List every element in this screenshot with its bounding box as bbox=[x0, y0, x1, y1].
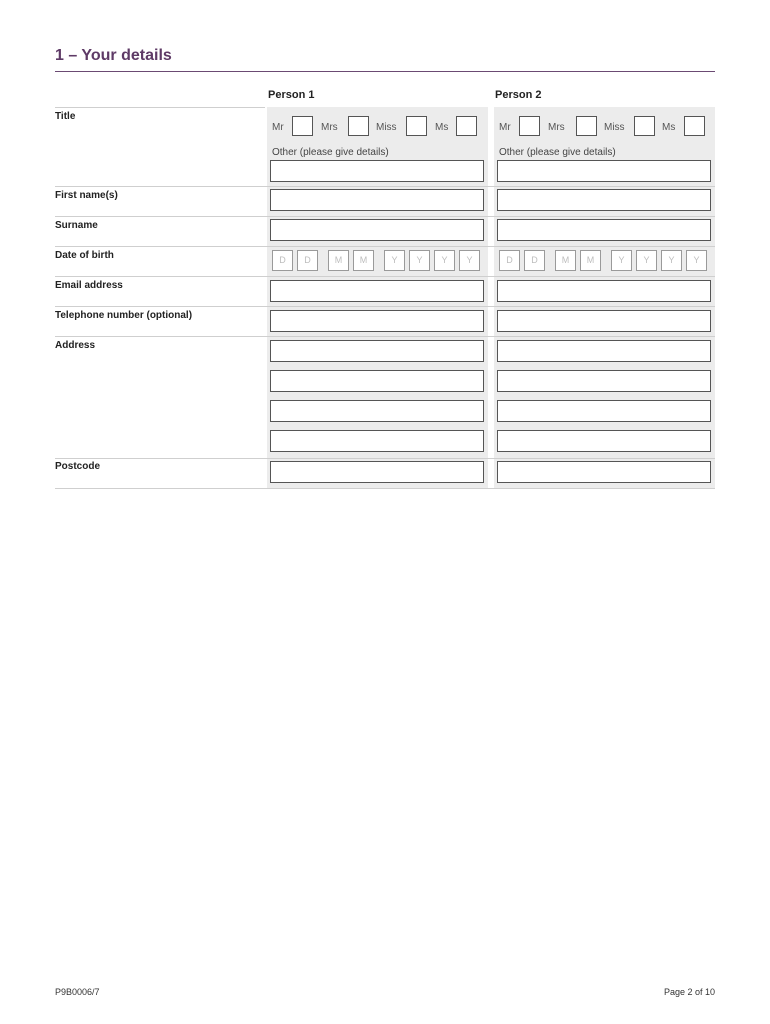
p1-title-ms-checkbox[interactable] bbox=[456, 116, 477, 136]
label-date-of-birth: Date of birth bbox=[55, 250, 114, 261]
label-surname: Surname bbox=[55, 220, 98, 231]
p2-dob-year-1[interactable]: Y bbox=[611, 250, 632, 271]
label-first-name: First name(s) bbox=[55, 190, 118, 201]
p2-address-line-1[interactable] bbox=[497, 340, 711, 362]
p2-surname-input[interactable] bbox=[497, 219, 711, 241]
section-title: 1 – Your details bbox=[55, 47, 172, 64]
label-address: Address bbox=[55, 340, 96, 351]
p1-address-line-1[interactable] bbox=[270, 340, 484, 362]
p1-dob-month-2[interactable]: M bbox=[353, 250, 374, 271]
p1-title-miss-checkbox[interactable] bbox=[406, 116, 427, 136]
p1-title-mr-checkbox[interactable] bbox=[292, 116, 313, 136]
page-number: Page 2 of 10 bbox=[663, 987, 715, 997]
p2-title-miss-label: Miss bbox=[604, 122, 625, 133]
p1-email-input[interactable] bbox=[270, 280, 484, 302]
p2-address-line-3[interactable] bbox=[497, 400, 711, 422]
p2-dob-year-4[interactable]: Y bbox=[686, 250, 707, 271]
p1-dob-year-2[interactable]: Y bbox=[409, 250, 430, 271]
p1-dob-month-1[interactable]: M bbox=[328, 250, 349, 271]
row-separator bbox=[55, 216, 715, 217]
p1-title-mrs-label: Mrs bbox=[321, 122, 338, 133]
p2-postcode-input[interactable] bbox=[497, 461, 711, 483]
p1-first-name-input[interactable] bbox=[270, 189, 484, 211]
label-telephone: Telephone number (optional) bbox=[55, 310, 193, 321]
p2-first-name-input[interactable] bbox=[497, 189, 711, 211]
p2-title-ms-label: Ms bbox=[662, 122, 676, 133]
p2-dob-day-2[interactable]: D bbox=[524, 250, 545, 271]
row-separator bbox=[55, 488, 715, 489]
person-2-header: Person 2 bbox=[495, 89, 542, 101]
row-separator bbox=[55, 246, 715, 247]
p2-dob-day-1[interactable]: D bbox=[499, 250, 520, 271]
p1-dob-year-4[interactable]: Y bbox=[459, 250, 480, 271]
p2-address-line-4[interactable] bbox=[497, 430, 711, 452]
p1-postcode-input[interactable] bbox=[270, 461, 484, 483]
p1-dob-day-2[interactable]: D bbox=[297, 250, 318, 271]
p1-other-label: Other (please give details) bbox=[272, 147, 389, 158]
row-separator bbox=[55, 336, 715, 337]
p2-title-miss-checkbox[interactable] bbox=[634, 116, 655, 136]
label-email: Email address bbox=[55, 280, 123, 291]
p2-other-field[interactable] bbox=[497, 160, 711, 182]
p2-title-mrs-checkbox[interactable] bbox=[576, 116, 597, 136]
p1-dob-year-3[interactable]: Y bbox=[434, 250, 455, 271]
p1-address-line-3[interactable] bbox=[270, 400, 484, 422]
p1-address-line-2[interactable] bbox=[270, 370, 484, 392]
p1-other-field[interactable] bbox=[270, 160, 484, 182]
p1-surname-input[interactable] bbox=[270, 219, 484, 241]
p2-address-line-2[interactable] bbox=[497, 370, 711, 392]
p2-title-mr-label: Mr bbox=[499, 122, 511, 133]
label-postcode: Postcode bbox=[55, 461, 101, 472]
p2-dob-year-2[interactable]: Y bbox=[636, 250, 657, 271]
p2-dob-month-2[interactable]: M bbox=[580, 250, 601, 271]
p1-dob-year-1[interactable]: Y bbox=[384, 250, 405, 271]
row-separator bbox=[55, 107, 265, 108]
p2-email-input[interactable] bbox=[497, 280, 711, 302]
p2-dob-month-1[interactable]: M bbox=[555, 250, 576, 271]
p1-title-ms-label: Ms bbox=[435, 122, 449, 133]
p2-title-mr-checkbox[interactable] bbox=[519, 116, 540, 136]
p1-title-miss-label: Miss bbox=[376, 122, 397, 133]
p1-address-line-4[interactable] bbox=[270, 430, 484, 452]
p1-title-mr-label: Mr bbox=[272, 122, 284, 133]
p2-title-mrs-label: Mrs bbox=[548, 122, 565, 133]
label-title: Title bbox=[55, 111, 76, 122]
p2-dob-year-3[interactable]: Y bbox=[661, 250, 682, 271]
title-rule bbox=[55, 71, 715, 72]
person-1-header: Person 1 bbox=[268, 89, 315, 101]
p1-title-mrs-checkbox[interactable] bbox=[348, 116, 369, 136]
row-separator bbox=[55, 306, 715, 307]
p2-other-label: Other (please give details) bbox=[499, 147, 616, 158]
p1-telephone-input[interactable] bbox=[270, 310, 484, 332]
p2-title-ms-checkbox[interactable] bbox=[684, 116, 705, 136]
form-code: P9B0006/7 bbox=[55, 987, 100, 997]
p2-telephone-input[interactable] bbox=[497, 310, 711, 332]
row-separator bbox=[55, 186, 715, 187]
row-separator bbox=[55, 458, 715, 459]
row-separator bbox=[55, 276, 715, 277]
p1-dob-day-1[interactable]: D bbox=[272, 250, 293, 271]
